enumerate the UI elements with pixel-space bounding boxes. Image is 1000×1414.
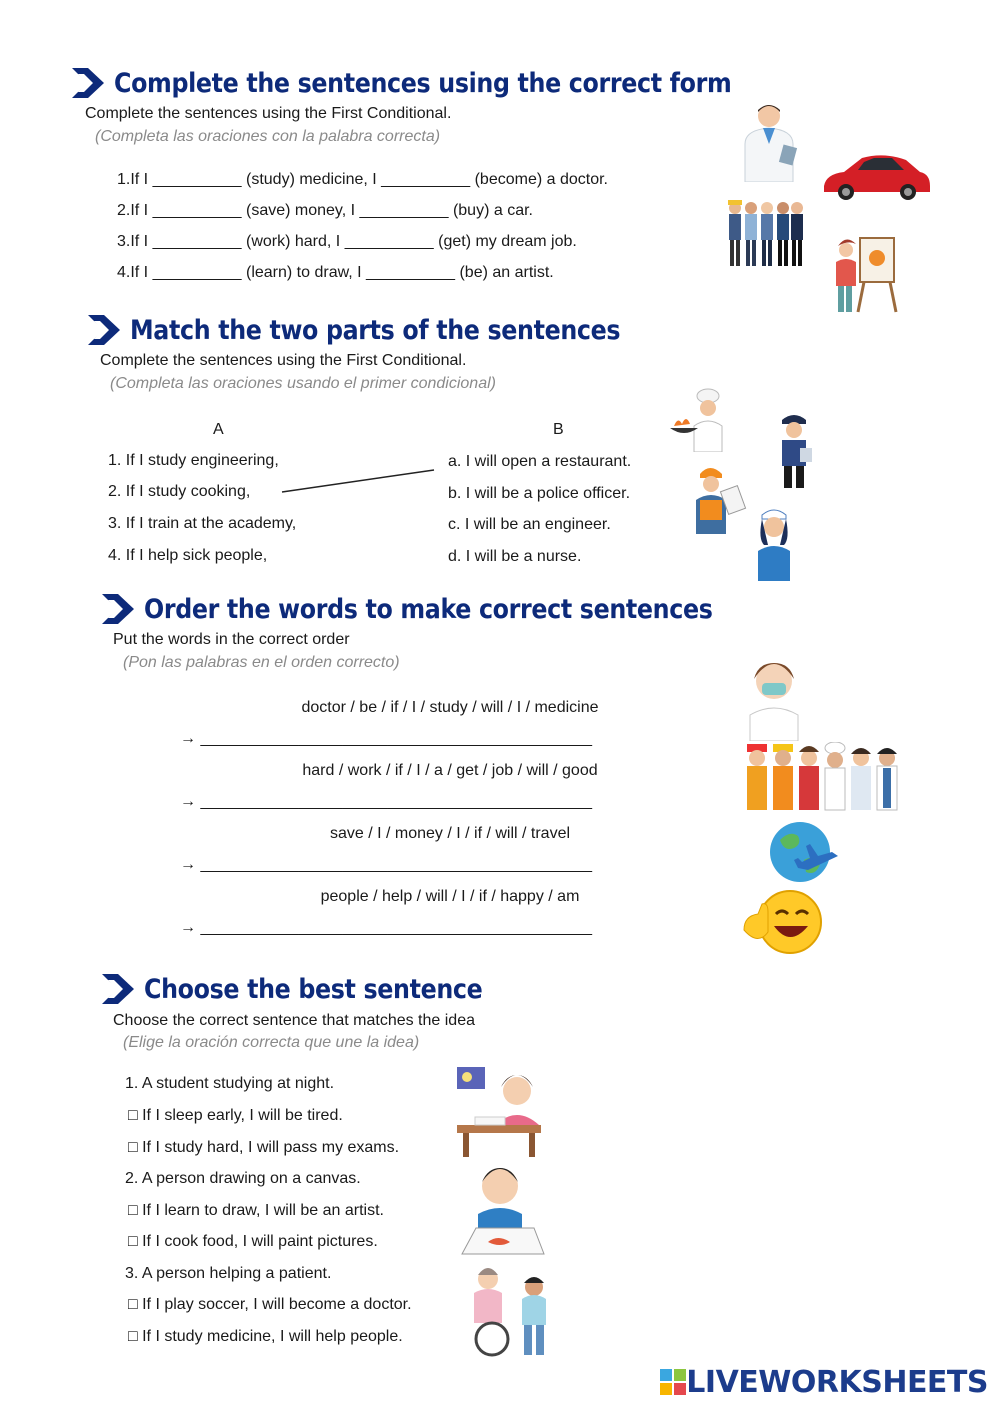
match-a-2[interactable]: 2. If I study cooking, [108,483,251,500]
section4-translation: (Elige la oración correcta que une la idea) [123,1034,420,1051]
chevron-right-icon [100,972,138,1006]
fill-sentence-4[interactable]: 4.If I __________ (learn) to draw, I __________ (be) an artist. [117,264,554,281]
section2-heading [86,313,687,347]
match-connector-line [280,466,436,496]
word-order-prompt-1: doctor / be / if / I / study / will / I / medicine [301,699,599,716]
answer-line-2[interactable]: → ____________________________________________ [180,793,592,810]
answer-line-4[interactable]: → ____________________________________________ [180,919,592,936]
word-order-prompt-2: hard / work / if / I / a / get / job / will / good [302,762,598,779]
section1-translation: (Completa las oraciones con la palabra correcta) [95,128,441,145]
chevron-right-icon [100,592,138,626]
professions-group-icon [745,742,901,812]
section3-heading [100,592,790,626]
nurse-helping-patient-icon [462,1263,562,1359]
globe-airplane-icon [768,818,840,886]
section3-title: Order the words to make correct sentences [144,593,713,625]
question-1-prompt: 1. A student studying at night. [125,1075,335,1092]
section3-instruction: Put the words in the correct order [113,631,350,648]
engineer-icon [690,464,750,534]
nurse-icon [752,505,796,581]
section1-heading [70,66,816,100]
doctor-illustration-icon [733,100,803,182]
match-a-1[interactable]: 1. If I study engineering, [108,452,279,469]
student-studying-icon [455,1063,545,1157]
column-a-header: A [213,421,224,438]
section1-instruction: Complete the sentences using the First Conditional. [85,105,452,122]
match-b-b[interactable]: b. I will be a police officer. [448,485,631,502]
fill-sentence-2[interactable]: 2.If I __________ (save) money, I __________ (buy) a car. [117,202,533,219]
match-b-d[interactable]: d. I will be a nurse. [448,548,582,565]
question-3-option-1[interactable]: □ If I play soccer, I will become a doctor. [128,1296,412,1313]
section2-translation: (Completa las oraciones usando el primer condicional) [110,375,496,392]
masked-doctor-icon [742,655,806,741]
section4-heading [100,972,529,1006]
question-2-option-2[interactable]: □ If I cook food, I will paint pictures. [128,1233,378,1250]
police-officer-icon [774,412,814,488]
question-2-option-1[interactable]: □ If I learn to draw, I will be an artist. [128,1202,384,1219]
liveworksheets-logo [660,1365,988,1400]
answer-line-1[interactable]: → ____________________________________________ [180,730,592,747]
section4-title: Choose the best sentence [144,973,483,1005]
chevron-right-icon [86,313,124,347]
artist-painting-icon [830,232,902,314]
child-drawing-icon [458,1162,548,1258]
word-order-prompt-3: save / I / money / I / if / will / travel [329,825,571,842]
fill-sentence-3[interactable]: 3.If I __________ (work) hard, I __________ (get) my dream job. [117,233,577,250]
question-2-prompt: 2. A person drawing on a canvas. [125,1170,361,1187]
question-1-option-1[interactable]: □ If I sleep early, I will be tired. [128,1107,343,1124]
laughing-emoji-icon [740,888,824,956]
section2-instruction: Complete the sentences using the First Conditional. [100,352,467,369]
section3-translation: (Pon las palabras en el orden correcto) [123,654,400,671]
chef-icon [668,388,738,452]
red-car-icon [820,152,932,200]
match-b-a[interactable]: a. I will open a restaurant. [448,453,632,470]
match-a-4[interactable]: 4. If I help sick people, [108,547,268,564]
chevron-right-icon [70,66,108,100]
liveworksheets-logo-icon [660,1369,686,1397]
section1-title: Complete the sentences using the correct form [114,67,732,99]
question-3-prompt: 3. A person helping a patient. [125,1265,332,1282]
section4-instruction: Choose the correct sentence that matches the idea [113,1012,475,1029]
liveworksheets-wordmark: LIVEWORKSHEETS [686,1365,988,1400]
column-b-header: B [553,421,564,438]
question-3-option-2[interactable]: □ If I study medicine, I will help people. [128,1328,403,1345]
word-order-prompt-4: people / help / will / I / if / happy / am [320,888,580,905]
match-b-c[interactable]: c. I will be an engineer. [448,516,611,533]
workers-group-icon [725,196,805,268]
section2-title: Match the two parts of the sentences [130,314,621,346]
fill-sentence-1[interactable]: 1.If I __________ (study) medicine, I __________ (become) a doctor. [117,171,608,188]
answer-line-3[interactable]: → ____________________________________________ [180,856,592,873]
question-1-option-2[interactable]: □ If I study hard, I will pass my exams. [128,1139,400,1156]
match-a-3[interactable]: 3. If I train at the academy, [108,515,297,532]
